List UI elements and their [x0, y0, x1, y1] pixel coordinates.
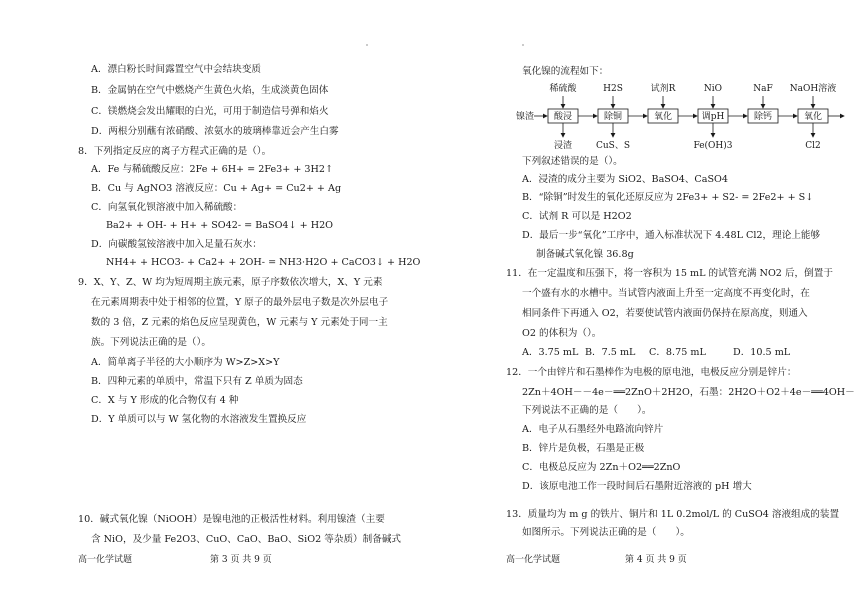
q9-line: 数的 3 倍，Z 元素的焰色反应呈现黄色，W 元素与 Y 元素处于同一主: [91, 317, 388, 328]
q13-line: 13．质量均为 m g 的铁片、铜片和 1L 0.2mol/L 的 CuSO4 溶液组成的装置: [506, 509, 840, 520]
q8-option-d: D．向碳酸氢铵溶液中加入足量石灰水：: [91, 239, 262, 250]
q7-option-b: B．金属钠在空气中燃烧产生黄色火焰，生成淡黄色固体: [91, 85, 329, 96]
q8-option-c-equation: Ba2+ + OH- + H+ + SO42- = BaSO4↓ + H2O: [106, 220, 334, 231]
process-flow-diagram: [516, 82, 837, 160]
q7-option-a: A．漂白粉长时间露置空气中会结块变质: [91, 64, 262, 75]
flow-step-label: 氧化: [653, 112, 673, 122]
flow-step-label: 调pH: [701, 112, 725, 122]
flow-reagent-label: NiO: [703, 84, 723, 94]
flow-reagent-label: NaF: [753, 84, 773, 94]
q9-line: 族。下列说法正确的是（）。: [91, 337, 211, 348]
flow-start-label: 镍渣: [516, 112, 535, 122]
footer-page-number: 第 3 页 共 9 页: [210, 555, 272, 565]
flow-option-b: B．“除铜”时发生的氧化还原反应为 2Fe3+ + S2- = 2Fe2+ + S↓: [522, 192, 814, 203]
q10-line: 含 NiO，及少量 Fe2O3、CuO、CaO、BaO、SiO2 等杂质）制备碱式: [91, 534, 402, 545]
q12-option-b: B．锌片是负极，石墨是正极: [522, 443, 645, 454]
q12-option-a: A．电子从石墨经外电路流向锌片: [522, 424, 664, 435]
q8-option-d-equation: NH4+ + HCO3- + Ca2+ + 2OH- = NH3·H2O + CaCO3↓ + H2O: [106, 257, 421, 268]
q9-option-d: D．Y 单质可以与 W 氢化物的水溶液发生置换反应: [91, 414, 307, 425]
q11-line: 相同条件下再通入 O2，若要使试管内液面仍保持在原高度，则通入: [522, 308, 808, 319]
q9-option-a: A．简单离子半径的大小顺序为 W>Z>X>Y: [91, 357, 280, 368]
q8-option-a: A．Fe 与稀硫酸反应：2Fe + 6H+ = 2Fe3+ + 3H2↑: [91, 164, 334, 175]
flow-option-a: A．浸渣的成分主要为 SiO2、BaSO4、CaSO4: [522, 174, 729, 185]
flow-step-label: 氧化: [803, 112, 823, 122]
flow-reagent-label: 试剂R: [650, 84, 676, 94]
q11-line: O2 的体积为（）。: [522, 328, 602, 339]
flow-byproduct-label: CuS、S: [595, 141, 631, 151]
q12-option-c: C．电极总反应为 2Zn＋O2══2ZnO: [522, 462, 681, 473]
footer-title: 高一化学试题: [78, 555, 133, 565]
q8-stem: 8．下列指定反应的离子方程式正确的是（）。: [78, 146, 272, 157]
scan-dot: [522, 44, 524, 46]
flow-step-label: 除铜: [603, 112, 623, 122]
q11-option-c: C．8.75 mL: [649, 347, 706, 358]
flow-reagent-label: 稀硫酸: [549, 84, 577, 94]
scan-dot: [366, 44, 368, 46]
q8-option-c: C．向氢氧化钡溶液中加入稀硫酸：: [91, 202, 243, 213]
flow-reagent-label: H2S: [603, 84, 623, 94]
q9-line: 9．X、Y、Z、W 均为短周期主族元素，原子序数依次增大，X、Y 元素: [78, 277, 383, 288]
flow-intro: 氧化镍的流程如下：: [522, 66, 609, 77]
flow-option-d: D．最后一步“氧化”工序中，通入标准状况下 4.48L Cl2，理论上能够: [522, 230, 821, 241]
q8-option-b: B．Cu 与 AgNO3 溶液反应：Cu + Ag+ = Cu2+ + Ag: [91, 183, 342, 194]
flow-reagent-label: NaOH溶液: [789, 84, 837, 94]
footer-page-number: 第 4 页 共 9 页: [625, 555, 687, 565]
q7-option-d: D．两根分别蘸有浓硝酸、浓氨水的玻璃棒靠近会产生白雾: [91, 126, 339, 137]
flow-step-label: 除钙: [753, 112, 773, 122]
flow-option-d-cont: 制备碱式氧化镍 36.8g: [536, 249, 634, 260]
q9-option-b: B．四种元素的单质中，常温下只有 Z 单质为固态: [91, 376, 303, 387]
q11-option-b: B．7.5 mL: [585, 347, 636, 358]
q11-line: 一个盛有水的水槽中。当试管内液面上升至一定高度不再变化时，在: [522, 288, 810, 299]
q12-option-d: D．该原电池工作一段时间后石墨附近溶液的 pH 增大: [522, 481, 752, 492]
flow-question: 下列叙述错误的是（）。: [522, 156, 623, 167]
q9-option-c: C．X 与 Y 形成的化合物仅有 4 种: [91, 395, 239, 406]
q13-line: 如图所示。下列说法正确的是（ ）。: [522, 527, 690, 538]
q12-line: 12．一个由锌片和石墨棒作为电极的原电池，电极反应分别是锌片：: [506, 367, 797, 378]
q7-option-c: C．镁燃烧会发出耀眼的白光，可用于制造信号弹和焰火: [91, 106, 329, 117]
flow-step-label: 酸浸: [553, 112, 573, 122]
q11-line: 11．在一定温度和压强下，将一容积为 15 mL 的试管充满 NO2 后，倒置于: [506, 268, 833, 279]
flow-option-c: C．试剂 R 可以是 H2O2: [522, 211, 632, 222]
flow-byproduct-label: 浸渣: [553, 141, 573, 151]
q11-option-a: A．3.75 mL: [522, 347, 579, 358]
footer-title: 高一化学试题: [506, 555, 561, 565]
q10-line: 10．碱式氧化镍（NiOOH）是镍电池的正极活性材料。利用镍渣（主要: [78, 514, 385, 525]
flow-byproduct-label: Cl2: [805, 141, 821, 151]
q12-line: 2Zn＋4OH－－4e－══2ZnO＋2H2O，石墨：2H2O＋O2＋4e－══4OH－: [522, 387, 855, 398]
flow-byproduct-label: Fe(OH)3: [693, 141, 733, 151]
q12-line: 下列说法不正确的是（ ）。: [522, 405, 652, 416]
q11-option-d: D．10.5 mL: [733, 347, 791, 358]
q9-line: 在元素周期表中处于相邻的位置，Y 原子的最外层电子数是次外层电子: [91, 297, 389, 308]
